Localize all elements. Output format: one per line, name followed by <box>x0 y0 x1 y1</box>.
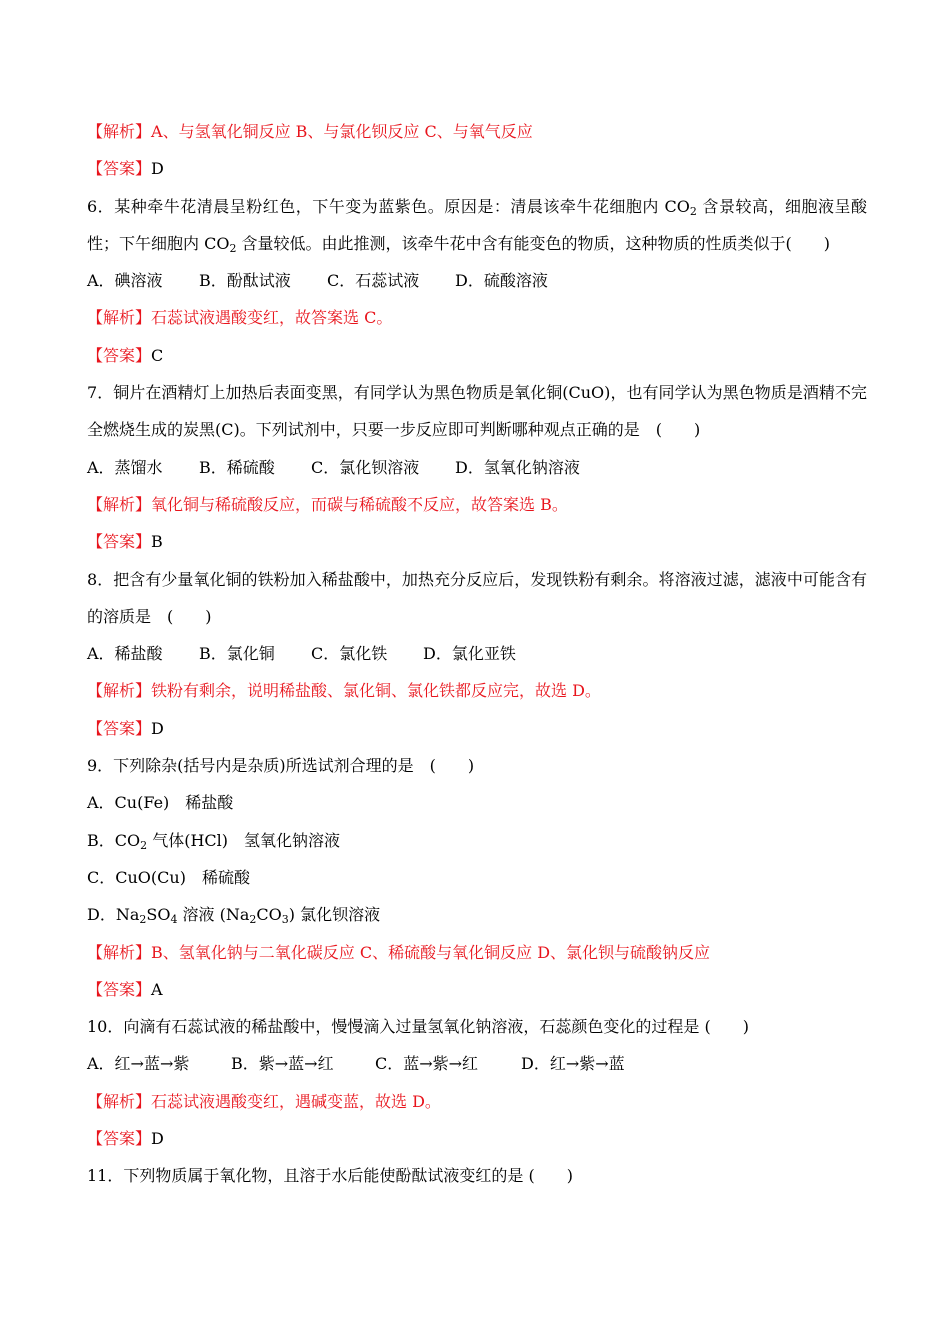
q6-option-b: B．酚酞试液 <box>199 271 291 291</box>
answer-tag: 【答案】 <box>87 979 152 999</box>
q8-stem: 8．把含有少量氧化铜的铁粉加入稀盐酸中，加热充分反应后，发现铁粉有剩余。将溶液过滤，滤液中可能含有的溶质是 ( ) <box>87 569 867 626</box>
q9-option-a: A．Cu(Fe) 稀盐酸 <box>87 793 234 813</box>
analysis-tag: 【解析】 <box>87 308 152 328</box>
q8-options <box>87 635 867 672</box>
q5-answer <box>87 150 867 187</box>
q9-answer-value: A <box>151 979 163 999</box>
q7-option-b: B．稀硫酸 <box>199 457 275 477</box>
q7-option-c: C．氯化钡溶液 <box>311 457 420 477</box>
analysis-tag: 【解析】 <box>87 942 152 962</box>
q10-option-b: B．紫→蓝→红 <box>231 1054 334 1074</box>
q5-analysis-text: A、与氢氧化铜反应 B、与氯化钡反应 C、与氧气反应 <box>151 122 533 141</box>
q8-analysis-text: 铁粉有剩余，说明稀盐酸、氯化铜、氯化铁都反应完，故选 D。 <box>151 681 601 701</box>
q6-stem: 6．某种牵牛花清晨呈粉红色，下午变为蓝紫色。原因是：清晨该牵牛花细胞内 $CO_2$ 含景较高，细胞液呈酸性；下午细胞内 $CO_2$ 含量较低。由此推测，该牵牛花中含有能变色的物质，这种物质的性质类似于( ) <box>87 196 867 255</box>
q6-option-d: D．硫酸溶液 <box>455 271 548 291</box>
q9-option-b: B．$CO_2$ 气体(HCl) 氢氧化钠溶液 <box>87 830 341 852</box>
q10-option-a: A．红→蓝→紫 <box>87 1054 190 1074</box>
answer-tag: 【答案】 <box>87 345 152 365</box>
q6-answer <box>87 337 867 374</box>
q8-analysis <box>87 672 867 709</box>
analysis-tag: 【解析】 <box>87 494 152 514</box>
q10-answer-value: D <box>151 1129 164 1149</box>
q9-stem: 9．下列除杂(括号内是杂质)所选试剂合理的是 ( ) <box>87 756 475 776</box>
answer-tag: 【答案】 <box>87 1129 152 1149</box>
q7-analysis-text: 氧化铜与稀硫酸反应，而碳与稀硫酸不反应，故答案选 B。 <box>151 494 568 514</box>
q9-option-c: C．CuO(Cu) 稀硫酸 <box>87 867 250 887</box>
q10-answer <box>87 1120 867 1157</box>
q8-answer-value: D <box>151 718 164 738</box>
q5-analysis <box>87 113 867 150</box>
q7-answer <box>87 523 867 560</box>
q6-option-a: A．碘溶液 <box>87 271 163 291</box>
q9-option-d: D．$Na_2SO_4$ 溶液 $(Na_2CO_3)$ 氯化钡溶液 <box>87 905 381 927</box>
q11-stem: 11．下列物质属于氧化物，且溶于水后能使酚酞试液变红的是 ( ) <box>87 1166 573 1186</box>
q9-analysis <box>87 934 867 971</box>
q6-analysis-text: 石蕊试液遇酸变红，故答案选 C。 <box>151 308 393 328</box>
q6-answer-value: C <box>151 345 164 365</box>
q7-stem: 7．铜片在酒精灯上加热后表面变黑，有同学认为黑色物质是氧化铜(CuO)，也有同学认为黑色物质是酒精不完全燃烧生成的炭黑(C)。下列试剂中，只要一步反应即可判断哪种观点正确的是 ( ) <box>87 383 867 440</box>
q8-option-a: A．稀盐酸 <box>87 644 163 664</box>
q7-option-d: D．氢氧化钠溶液 <box>455 457 580 477</box>
analysis-tag: 【解析】 <box>87 681 152 701</box>
answer-tag: 【答案】 <box>87 718 152 738</box>
answer-tag: 【答案】 <box>87 532 152 552</box>
q10-options <box>87 1045 867 1082</box>
q7-analysis <box>87 486 867 523</box>
q6-options <box>87 262 867 299</box>
q8-option-c: C．氯化铁 <box>311 644 388 664</box>
q7-option-a: A．蒸馏水 <box>87 457 163 477</box>
q9-answer <box>87 971 867 1008</box>
q8-option-d: D．氯化亚铁 <box>423 644 516 664</box>
q7-answer-value: B <box>151 532 163 552</box>
q10-analysis-text: 石蕊试液遇酸变红，遇碱变蓝，故选 D。 <box>151 1091 441 1111</box>
q10-stem: 10．向滴有石蕊试液的稀盐酸中，慢慢滴入过量氢氧化钠溶液，石蕊颜色变化的过程是 ( ) <box>87 1017 749 1037</box>
q8-answer <box>87 710 867 747</box>
q5-answer-value: D <box>151 159 164 179</box>
q10-option-c: C．蓝→紫→红 <box>375 1054 479 1074</box>
q6-analysis <box>87 299 867 336</box>
answer-tag: 【答案】 <box>87 159 152 179</box>
document-page <box>87 113 867 1195</box>
q6-option-c: C．石蕊试液 <box>327 271 420 291</box>
analysis-tag: 【解析】 <box>87 122 152 141</box>
analysis-tag: 【解析】 <box>87 1091 152 1111</box>
q10-analysis <box>87 1083 867 1120</box>
q8-option-b: B．氯化铜 <box>199 644 275 664</box>
q9-analysis-text: B、氢氧化钠与二氧化碳反应 C、稀硫酸与氧化铜反应 D、氯化钡与硫酸钠反应 <box>151 942 711 962</box>
q7-options <box>87 449 867 486</box>
q10-option-d: D．红→紫→蓝 <box>521 1054 625 1074</box>
